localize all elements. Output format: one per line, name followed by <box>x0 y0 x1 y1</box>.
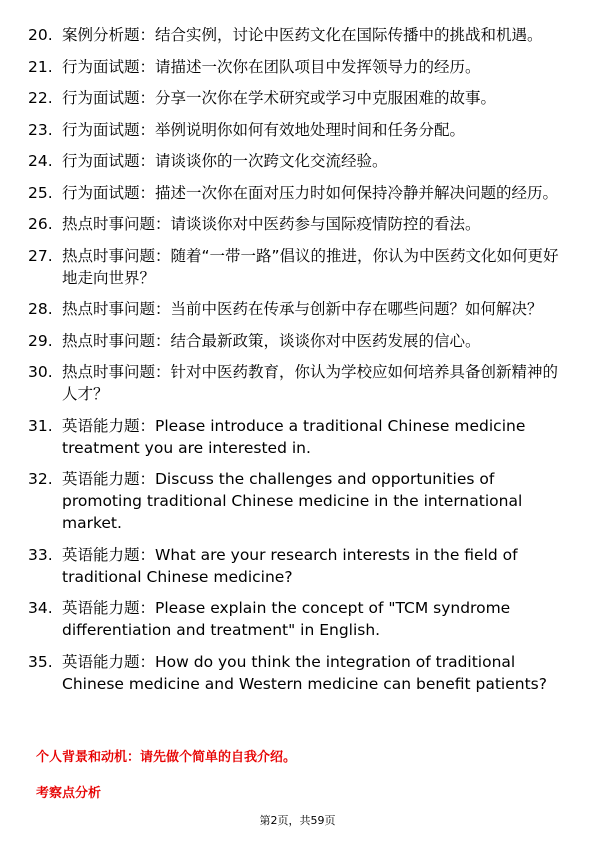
page-footer: 第2页，共59页 <box>259 814 336 827</box>
question-number: 28. <box>28 300 53 318</box>
question-text: 英语能力题：How do you think the integration of traditional Chinese medicine and Western medicine can benefit patients? <box>62 652 547 693</box>
question-list <box>28 24 568 704</box>
question-item <box>28 24 568 46</box>
question-item <box>28 468 568 534</box>
question-text: 英语能力题：Discuss the challenges and opportunities of promoting traditional Chinese medicine in the international market. <box>62 470 523 532</box>
question-text: 行为面试题：请描述一次你在团队项目中发挥领导力的经历。 <box>62 57 481 76</box>
section-subheading: 考察点分析 <box>36 786 102 801</box>
question-number: 25. <box>28 183 53 202</box>
question-item <box>28 597 568 641</box>
question-text: 行为面试题：描述一次你在面对压力时如何保持冷静并解决问题的经历。 <box>62 183 559 202</box>
question-text: 热点时事问题：针对中医药教育，你认为学校应如何培养具备创新精神的人才？ <box>62 363 559 403</box>
question-number: 22. <box>28 89 53 107</box>
question-number: 34. <box>28 599 53 617</box>
question-text: 热点时事问题：当前中医药在传承与创新中存在哪些问题？如何解决？ <box>62 300 543 318</box>
question-number: 29. <box>28 331 53 350</box>
question-number: 32. <box>28 470 53 488</box>
question-item <box>28 119 568 141</box>
question-item <box>28 245 568 289</box>
question-number: 33. <box>28 545 53 564</box>
question-item <box>28 298 568 320</box>
question-number: 35. <box>28 652 53 671</box>
question-text: 英语能力题：Please introduce a traditional Chinese medicine treatment you are interested in. <box>62 416 526 457</box>
question-number: 24. <box>28 152 53 170</box>
question-item <box>28 361 568 405</box>
question-item <box>28 150 568 172</box>
question-item <box>28 182 568 204</box>
question-text: 热点时事问题：结合最新政策，谈谈你对中医药发展的信心。 <box>62 331 481 350</box>
question-number: 23. <box>28 120 53 139</box>
question-item <box>28 415 568 459</box>
question-number: 27. <box>28 246 53 265</box>
question-text: 热点时事问题：请谈谈你对中医药参与国际疫情防控的看法。 <box>62 215 481 233</box>
question-text: 行为面试题：分享一次你在学术研究或学习中克服困难的故事。 <box>62 89 497 107</box>
question-text: 案例分析题：结合实例，讨论中医药文化在国际传播中的挑战和机遇。 <box>62 26 543 44</box>
question-text: 行为面试题：请谈谈你的一次跨文化交流经验。 <box>62 152 388 170</box>
question-item <box>28 651 568 695</box>
question-text: 英语能力题：What are your research interests in the field of traditional Chinese medicine? <box>62 545 518 586</box>
question-number: 21. <box>28 57 53 76</box>
question-number: 30. <box>28 363 53 381</box>
question-text: 热点时事问题：随着“一带一路”倡议的推进，你认为中医药文化如何更好地走向世界？ <box>62 246 559 287</box>
question-item <box>28 87 568 109</box>
question-item <box>28 330 568 352</box>
question-number: 20. <box>28 26 53 44</box>
question-text: 英语能力题：Please explain the concept of "TCM syndrome differentiation and treatment" in English. <box>62 599 511 639</box>
question-number: 26. <box>28 215 53 233</box>
question-item <box>28 56 568 78</box>
question-item <box>28 544 568 588</box>
section-heading: 个人背景和动机：请先做个简单的自我介绍。 <box>36 750 297 765</box>
question-number: 31. <box>28 416 53 435</box>
question-text: 行为面试题：举例说明你如何有效地处理时间和任务分配。 <box>62 120 466 139</box>
question-item <box>28 213 568 235</box>
